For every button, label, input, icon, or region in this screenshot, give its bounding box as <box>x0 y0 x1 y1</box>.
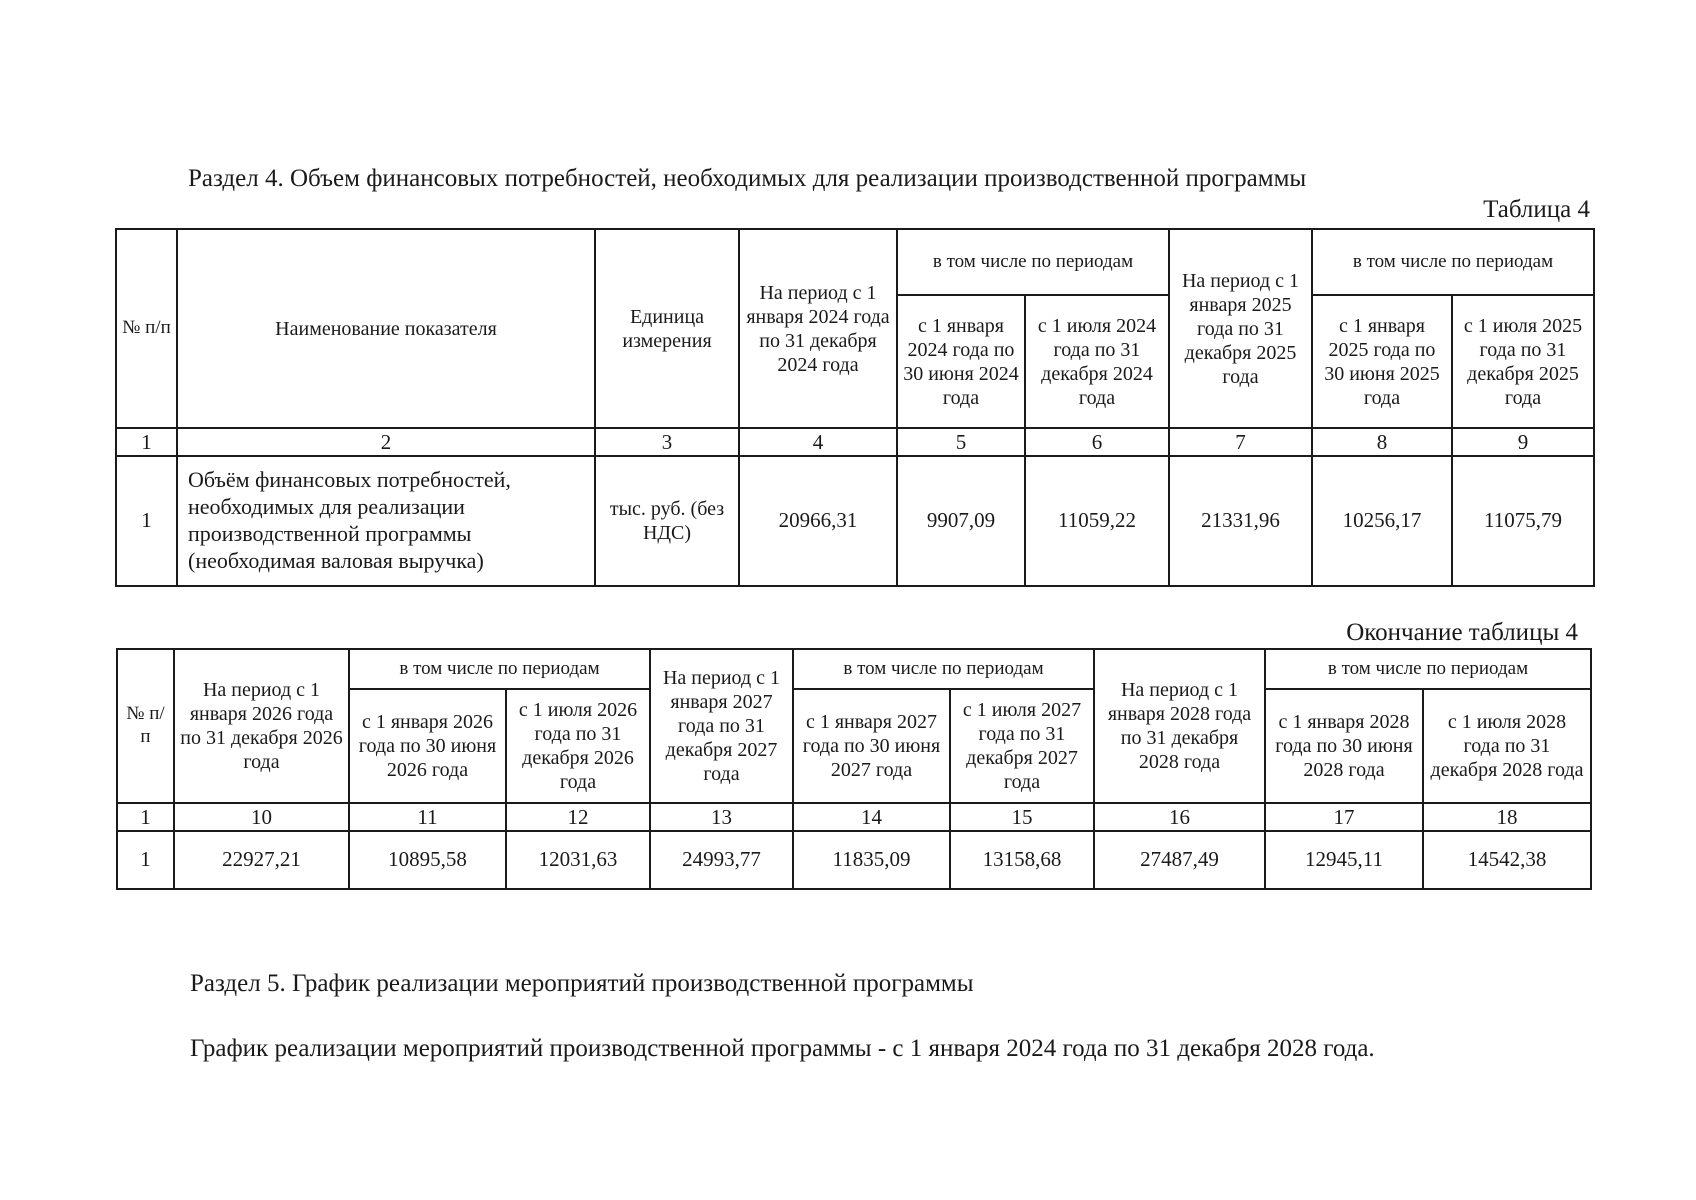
value-h2-2028: 14542,38 <box>1423 831 1591 889</box>
column-number: 1 <box>117 803 174 831</box>
row-num: 1 <box>117 831 174 889</box>
value-h1-2026: 10895,58 <box>349 831 506 889</box>
indicator-unit: тыс. руб. (без НДС) <box>595 456 739 586</box>
column-number: 8 <box>1312 428 1452 456</box>
column-number: 6 <box>1025 428 1169 456</box>
col-header-h1-2025: с 1 января 2025 года по 30 июня 2025 года <box>1312 295 1452 428</box>
value-h2-2026: 12031,63 <box>506 831 650 889</box>
value-h1-2027: 11835,09 <box>793 831 950 889</box>
column-number: 14 <box>793 803 950 831</box>
col-header-h2-2026: с 1 июля 2026 года по 31 декабря 2026 года <box>506 689 650 803</box>
value-period-2026: 22927,21 <box>174 831 349 889</box>
value-period-2027: 24993,77 <box>650 831 793 889</box>
value-h1-2028: 12945,11 <box>1265 831 1423 889</box>
column-number: 11 <box>349 803 506 831</box>
col-header-h1-2028: с 1 января 2028 года по 30 июня 2028 года <box>1265 689 1423 803</box>
col-header-unit: Единица измерения <box>595 229 739 428</box>
value-period-2024: 20966,31 <box>739 456 897 586</box>
value-h1-2025: 10256,17 <box>1312 456 1452 586</box>
col-header-h1-2024: с 1 января 2024 года по 30 июня 2024 года <box>897 295 1025 428</box>
table-row <box>116 456 1594 586</box>
col-header-period-2027: На период с 1 января 2027 года по 31 декабря 2027 года <box>650 649 793 803</box>
col-header-h2-2025: с 1 июля 2025 года по 31 декабря 2025 года <box>1452 295 1594 428</box>
value-period-2028: 27487,49 <box>1094 831 1265 889</box>
column-number: 5 <box>897 428 1025 456</box>
table-4-part2 <box>116 648 1592 890</box>
col-header-period-2024: На период с 1 января 2024 года по 31 декабря 2024 года <box>739 229 897 428</box>
col-header-period-2025: На период с 1 января 2025 года по 31 декабря 2025 года <box>1169 229 1312 428</box>
column-number: 16 <box>1094 803 1265 831</box>
col-header-h1-2026: с 1 января 2026 года по 30 июня 2026 года <box>349 689 506 803</box>
col-header-period-2028: На период с 1 января 2028 года по 31 декабря 2028 года <box>1094 649 1265 803</box>
col-header-incl-periods-2026: в том числе по периодам <box>349 649 650 689</box>
row-num: 1 <box>116 456 177 586</box>
col-header-incl-periods-2028: в том числе по периодам <box>1265 649 1591 689</box>
column-number: 17 <box>1265 803 1423 831</box>
section5-text: График реализации мероприятий производственной программы - с 1 января 2024 года по 31 декабря 2028 года. <box>190 1035 1375 1062</box>
section4-title: Раздел 4. Объем финансовых потребностей, необходимых для реализации производственной программы <box>188 165 1307 192</box>
column-number: 15 <box>950 803 1094 831</box>
table-row <box>117 831 1591 889</box>
value-h2-2025: 11075,79 <box>1452 456 1594 586</box>
col-header-h2-2028: с 1 июля 2028 года по 31 декабря 2028 года <box>1423 689 1591 803</box>
col-header-incl-periods-2027: в том числе по периодам <box>793 649 1094 689</box>
col-header-incl-periods-2025: в том числе по периодам <box>1312 229 1594 295</box>
column-number: 9 <box>1452 428 1594 456</box>
col-header-num: № п/п <box>116 229 177 428</box>
table4-caption: Таблица 4 <box>1483 196 1590 223</box>
column-number: 10 <box>174 803 349 831</box>
col-header-period-2026: На период с 1 января 2026 года по 31 декабря 2026 года <box>174 649 349 803</box>
table-4-part1 <box>115 228 1595 587</box>
column-number: 1 <box>116 428 177 456</box>
col-header-h1-2027: с 1 января 2027 года по 30 июня 2027 года <box>793 689 950 803</box>
column-number: 2 <box>177 428 595 456</box>
column-number: 3 <box>595 428 739 456</box>
value-period-2025: 21331,96 <box>1169 456 1312 586</box>
column-number: 7 <box>1169 428 1312 456</box>
value-h1-2024: 9907,09 <box>897 456 1025 586</box>
col-header-h2-2024: с 1 июля 2024 года по 31 декабря 2024 года <box>1025 295 1169 428</box>
col-header-incl-periods-2024: в том числе по периодам <box>897 229 1169 295</box>
column-number: 12 <box>506 803 650 831</box>
column-number: 18 <box>1423 803 1591 831</box>
section5-title: Раздел 5. График реализации мероприятий производственной программы <box>190 970 974 997</box>
indicator-name: Объём финансовых потребностей, необходимых для реализации производственной программы (необходимая валовая выручка) <box>177 456 595 586</box>
column-number: 4 <box>739 428 897 456</box>
col-header-name: Наименование показателя <box>177 229 595 428</box>
column-number: 13 <box>650 803 793 831</box>
value-h2-2027: 13158,68 <box>950 831 1094 889</box>
col-header-h2-2027: с 1 июля 2027 года по 31 декабря 2027 года <box>950 689 1094 803</box>
value-h2-2024: 11059,22 <box>1025 456 1169 586</box>
col-header-num: № п/п <box>117 649 174 803</box>
table4-end-caption: Окончание таблицы 4 <box>1346 619 1578 646</box>
